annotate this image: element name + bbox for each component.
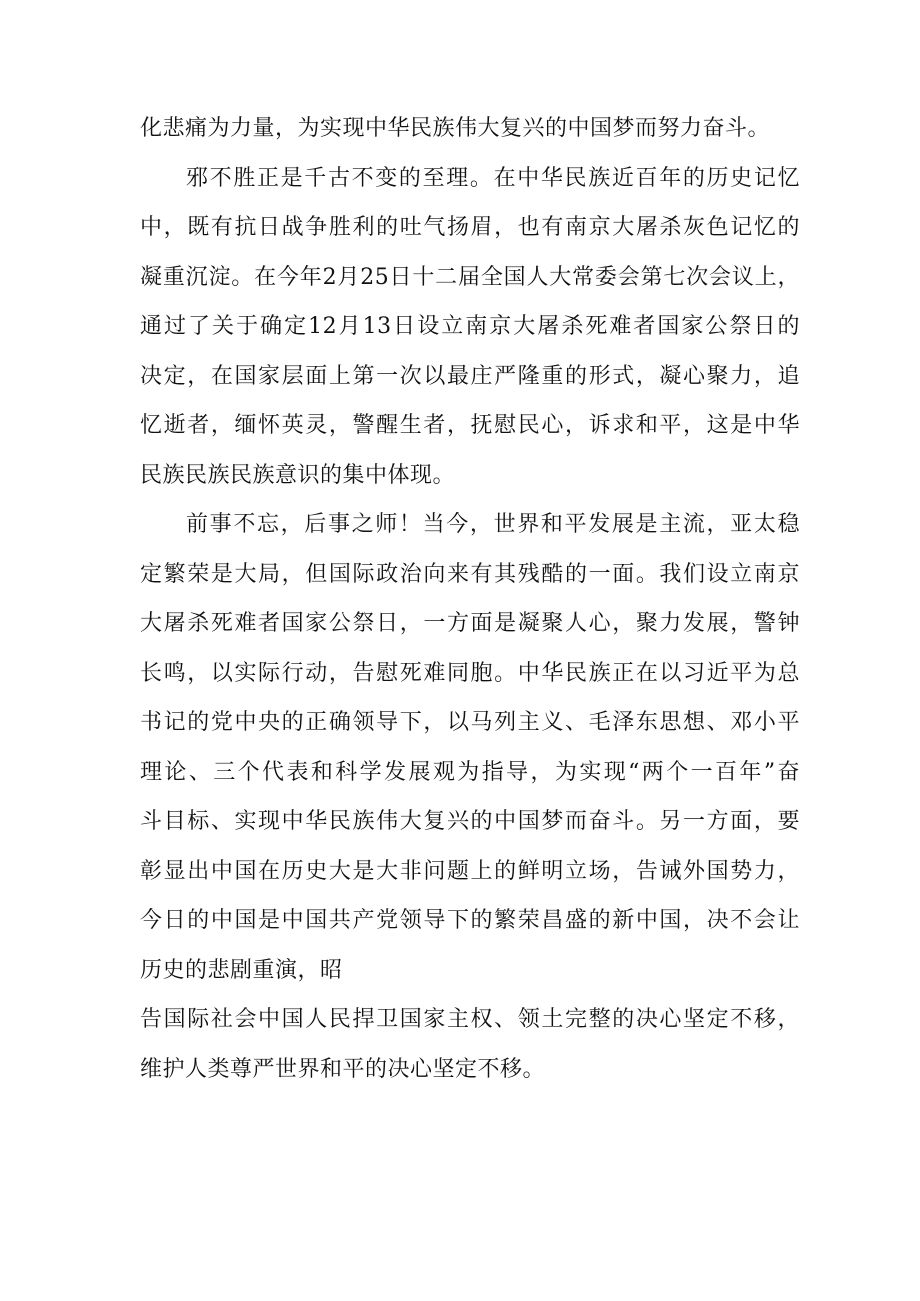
paragraph-3-line-4: 长鸣，以实际行动，告慰死难同胞。中华民族正在以习近平为总 xyxy=(140,660,800,686)
paragraph-3-line-1: 前事不忘，后事之师！当今，世界和平发展是主流，亚太稳 xyxy=(186,512,800,537)
paragraph-2-line-3: 凝重沉淀。在今年2月25日十二届全国人大常委会第七次会议上， xyxy=(140,264,800,290)
paragraph-3-line-7: 斗目标、实现中华民族伟大复兴的中国梦而奋斗。另一方面，要 xyxy=(140,809,800,834)
paragraph-3-line-8: 彰显出中国在历史大是大非问题上的鲜明立场，告诫外国势力， xyxy=(140,858,800,884)
paragraph-3-line-12: 维护人类尊严世界和平的决心坚定不移。 xyxy=(140,1056,546,1082)
paragraph-2-line-1: 邪不胜正是千古不变的至理。在中华民族近百年的历史记忆 xyxy=(186,165,800,191)
paragraph-2-line-2: 中，既有抗日战争胜利的吐气扬眉，也有南京大屠杀灰色记忆的 xyxy=(140,215,800,240)
paragraph-1-line-1: 化悲痛为力量，为实现中华民族伟大复兴的中国梦而努力奋斗。 xyxy=(140,116,771,141)
paragraph-3-line-10: 历史的悲剧重演，昭 xyxy=(140,957,343,983)
paragraph-3-line-6: 理论、三个代表和科学发展观为指导，为实现“两个一百年”奋 xyxy=(140,759,800,785)
paragraph-3-line-3: 大屠杀死难者国家公祭日，一方面是凝聚人心，聚力发展，警钟 xyxy=(140,611,800,636)
paragraph-2-line-7: 民族民族民族意识的集中体现。 xyxy=(140,462,456,488)
paragraph-3-line-11: 告国际社会中国人民捍卫国家主权、领土完整的决心坚定不移， xyxy=(140,1007,800,1032)
paragraph-2-line-6: 忆逝者，缅怀英灵，警醒生者，抚慰民心，诉求和平，这是中华 xyxy=(140,413,800,438)
paragraph-3-line-2: 定繁荣是大局，但国际政治向来有其残酷的一面。我们设立南京 xyxy=(140,561,800,587)
paragraph-3-line-9: 今日的中国是中国共产党领导下的繁荣昌盛的新中国，决不会让 xyxy=(140,908,800,933)
paragraph-3-line-5: 书记的党中央的正确领导下，以马列主义、毛泽东思想、邓小平 xyxy=(140,710,800,735)
document-page xyxy=(140,104,800,1094)
paragraph-2-line-4: 通过了关于确定12月13日设立南京大屠杀死难者国家公祭日的 xyxy=(140,314,800,339)
paragraph-2-line-5: 决定，在国家层面上第一次以最庄严隆重的形式，凝心聚力，追 xyxy=(140,363,800,389)
